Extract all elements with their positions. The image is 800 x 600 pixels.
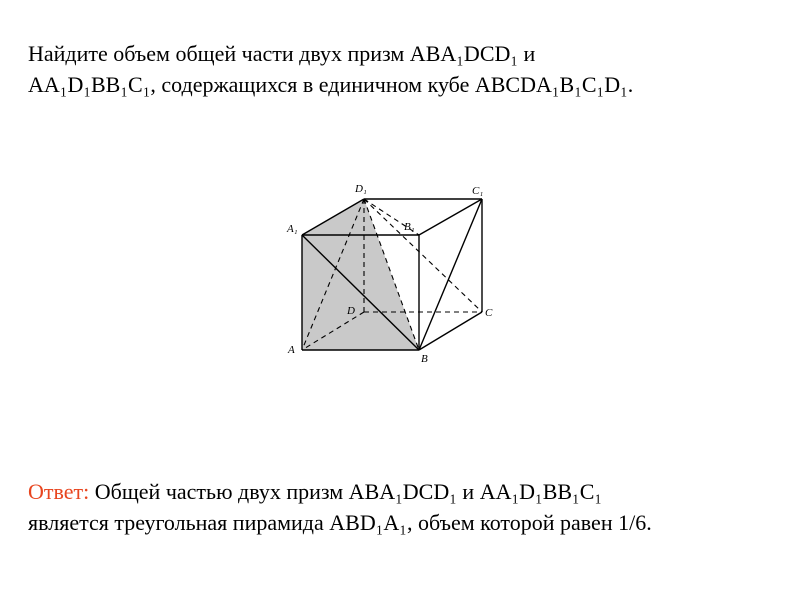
vertex-label-b: B xyxy=(421,353,428,365)
vertex-label-d1: D₁ xyxy=(355,183,367,195)
vertex-label-c: C xyxy=(485,307,493,319)
shaded-pyramid-face xyxy=(302,199,419,350)
vertex-label-b1: B₁ xyxy=(404,221,415,233)
vertex-label-a: A xyxy=(288,344,295,356)
vertex-label-d: D xyxy=(347,305,355,317)
answer-line-1 xyxy=(28,476,788,507)
problem-line-2: AA₁D₁BB₁C₁, содержащихся в единичном кубе ABCDA₁B₁C₁D₁. xyxy=(28,72,634,97)
problem-line-1: Найдите объем общей части двух призм ABA₁DCD₁ и xyxy=(28,41,536,66)
diag-b-c1 xyxy=(419,199,482,350)
cube-figure xyxy=(280,170,510,370)
answer-block xyxy=(28,476,788,538)
edge-c-b xyxy=(419,312,482,350)
answer-text-1: Общей частью двух призм ABA₁DCD₁ и AA₁D₁BB₁C₁ xyxy=(89,479,603,504)
problem-statement xyxy=(28,38,788,100)
answer-line-2: является треугольная пирамида ABD₁A₁, объем которой равен 1/6. xyxy=(28,510,652,535)
vertex-label-c1: C₁ xyxy=(472,185,484,197)
answer-label: Ответ: xyxy=(28,479,90,504)
vertex-label-a1: A₁ xyxy=(287,223,298,235)
edge-c1-b1 xyxy=(419,199,482,235)
cube-diagram xyxy=(280,170,510,370)
